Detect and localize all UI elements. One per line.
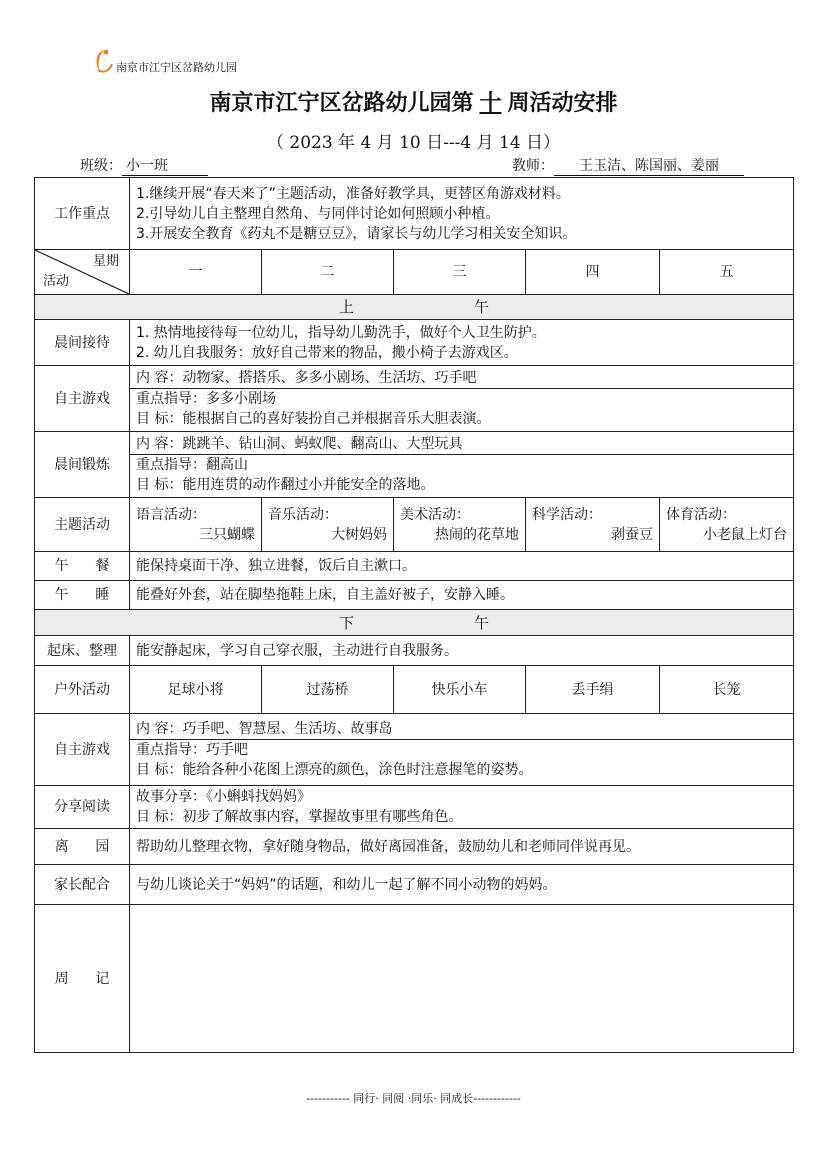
- teacher-value: 王玉洁、陈国丽、姜丽: [554, 155, 744, 176]
- outdoor-activity: 过荡桥: [262, 666, 394, 714]
- pm-free-play-content-line: 内 容：巧手吧、智慧屋、生活坊、故事岛: [136, 721, 393, 737]
- focus-line: 2.引导幼儿自主整理自然角、与同伴讨论如何照顾小种植。: [136, 205, 500, 222]
- morning-section-row: [35, 295, 794, 320]
- theme-row: [35, 498, 794, 552]
- reading-content: [130, 786, 794, 829]
- exercise-row: [35, 432, 794, 498]
- theme-activity: 美术活动： 热闹的花草地: [394, 498, 526, 552]
- parents-label: 家长配合: [35, 865, 130, 905]
- theme-activity: 体育活动： 小老鼠上灯台: [660, 498, 794, 552]
- reception-line: 1. 热情地接待每一位幼儿，指导幼儿勤洗手，做好个人卫生防护。: [136, 324, 546, 341]
- am-free-play-guide: 重点指导：多多小剧场: [130, 388, 793, 409]
- am-free-play-row: [35, 366, 794, 432]
- afternoon-section-row: [35, 610, 794, 636]
- schedule-table: [34, 177, 794, 1053]
- diag-activity-label: 活动: [43, 274, 70, 289]
- wake-content: 能安静起床，学习自己穿衣服，主动进行自我服务。: [130, 636, 794, 666]
- outdoor-activity: 长笼: [660, 666, 794, 714]
- am-free-play-goal: 目 标：能根据自己的喜好装扮自己并根据音乐大胆表演。: [136, 411, 491, 427]
- outdoor-activity: 快乐小车: [394, 666, 526, 714]
- diagonal-header-cell: [35, 250, 130, 295]
- focus-row: [35, 178, 794, 250]
- am-free-play-content: [130, 366, 794, 432]
- exercise-content: [130, 432, 794, 498]
- pm-free-play-guide: 重点指导：巧手吧: [130, 739, 793, 760]
- day-header: 二: [262, 250, 394, 295]
- reading-goal: 目 标：初步了解故事内容，掌握故事里有哪些角色。: [136, 809, 463, 825]
- theme-activity: 科学活动： 剥蚕豆: [526, 498, 660, 552]
- outdoor-row: [35, 666, 794, 714]
- notes-label: 周 记: [35, 905, 130, 1053]
- reading-row: [35, 786, 794, 829]
- day-header: 五: [660, 250, 794, 295]
- theme-label: 主题活动: [35, 498, 130, 552]
- lunch-content: 能保持桌面干净、独立进餐，饭后自主漱口。: [130, 552, 794, 581]
- reception-line: 2. 幼儿自我服务：放好自己带来的物品，搬小椅子去游戏区。: [136, 344, 518, 361]
- reading-label: 分享阅读: [35, 786, 130, 829]
- title-prefix: 南京市江宁区岔路幼儿园第: [209, 90, 474, 116]
- parents-row: [35, 865, 794, 905]
- reading-story: 故事分享：《小蝌蚪找妈妈》: [136, 789, 311, 805]
- wake-row: [35, 636, 794, 666]
- school-logo-icon: [92, 46, 114, 76]
- focus-line: 3.开展安全教育《药丸不是糖豆豆》，请家长与幼儿学习相关安全知识。: [136, 225, 577, 242]
- days-header-row: [35, 250, 794, 295]
- focus-content: [130, 178, 794, 250]
- leave-label: 离 园: [35, 829, 130, 865]
- leave-content: 帮助幼儿整理衣物，拿好随身物品，做好离园准备，鼓励幼儿和老师同伴说再见。: [130, 829, 794, 865]
- lunch-row: [35, 552, 794, 581]
- lunch-label: 午 餐: [35, 552, 130, 581]
- exercise-content-line: 内 容：跳跳羊、钻山洞、蚂蚁爬、翻高山、大型玩具: [136, 436, 463, 452]
- class-label: 班级：: [80, 158, 122, 174]
- am-free-play-label: 自主游戏: [35, 366, 130, 432]
- notes-row: [35, 905, 794, 1053]
- diag-weekday-label: 星期: [92, 254, 119, 269]
- pm-free-play-label: 自主游戏: [35, 714, 130, 786]
- pm-free-play-row: [35, 714, 794, 786]
- page-title: [0, 86, 827, 117]
- exercise-guide: 重点指导：翻高山: [130, 454, 793, 475]
- focus-label: 工作重点: [35, 178, 130, 250]
- teacher-info: [512, 155, 744, 176]
- outdoor-label: 户外活动: [35, 666, 130, 714]
- am-free-play-content-line: 内 容：动物家、搭搭乐、多多小剧场、生活坊、巧手吧: [136, 370, 477, 386]
- wake-label: 起床、整理: [35, 636, 130, 666]
- theme-activity: 语言活动： 三只蝴蝶: [130, 498, 262, 552]
- class-value: 小一班: [122, 155, 208, 176]
- reception-row: [35, 320, 794, 366]
- afternoon-section-header: 下 午: [35, 610, 794, 636]
- pm-free-play-content: [130, 714, 794, 786]
- pm-free-play-goal: 目 标：能给各种小花图上漂亮的颜色，涂色时注意握笔的姿势。: [136, 762, 533, 778]
- day-header: 一: [130, 250, 262, 295]
- day-header: 三: [394, 250, 526, 295]
- teacher-label: 教师：: [512, 158, 554, 174]
- logo-text: 南京市江宁区岔路幼儿园: [116, 61, 237, 74]
- nap-label: 午 睡: [35, 581, 130, 610]
- outdoor-activity: 足球小将: [130, 666, 262, 714]
- leave-row: [35, 829, 794, 865]
- date-range: （ 2023 年 4 月 10 日---4 月 14 日）: [266, 133, 561, 153]
- reception-label: 晨间接待: [35, 320, 130, 366]
- school-logo: [92, 46, 237, 76]
- exercise-label: 晨间锻炼: [35, 432, 130, 498]
- reception-content: [130, 320, 794, 366]
- week-number: 十: [479, 90, 502, 116]
- day-header: 四: [526, 250, 660, 295]
- footer-motto: ----------- 同行· 同阅 ·同乐· 同成长------------: [306, 1092, 521, 1105]
- title-suffix: 周活动安排: [507, 90, 618, 116]
- nap-content: 能叠好外套，站在脚垫拖鞋上床，自主盖好被子，安静入睡。: [130, 581, 794, 610]
- notes-content: [130, 905, 794, 1053]
- focus-line: 1.继续开展“春天来了”主题活动，准备好教学具，更替区角游戏材料。: [136, 185, 570, 202]
- nap-row: [35, 581, 794, 610]
- theme-activity: 音乐活动： 大树妈妈: [262, 498, 394, 552]
- morning-section-header: 上 午: [35, 295, 794, 320]
- outdoor-activity: 丢手绢: [526, 666, 660, 714]
- exercise-goal: 目 标：能用连贯的动作翻过小并能安全的落地。: [136, 477, 435, 493]
- parents-content: 与幼儿谈论关于“妈妈”的话题，和幼儿一起了解不同小动物的妈妈。: [130, 865, 794, 905]
- class-info: [80, 155, 208, 176]
